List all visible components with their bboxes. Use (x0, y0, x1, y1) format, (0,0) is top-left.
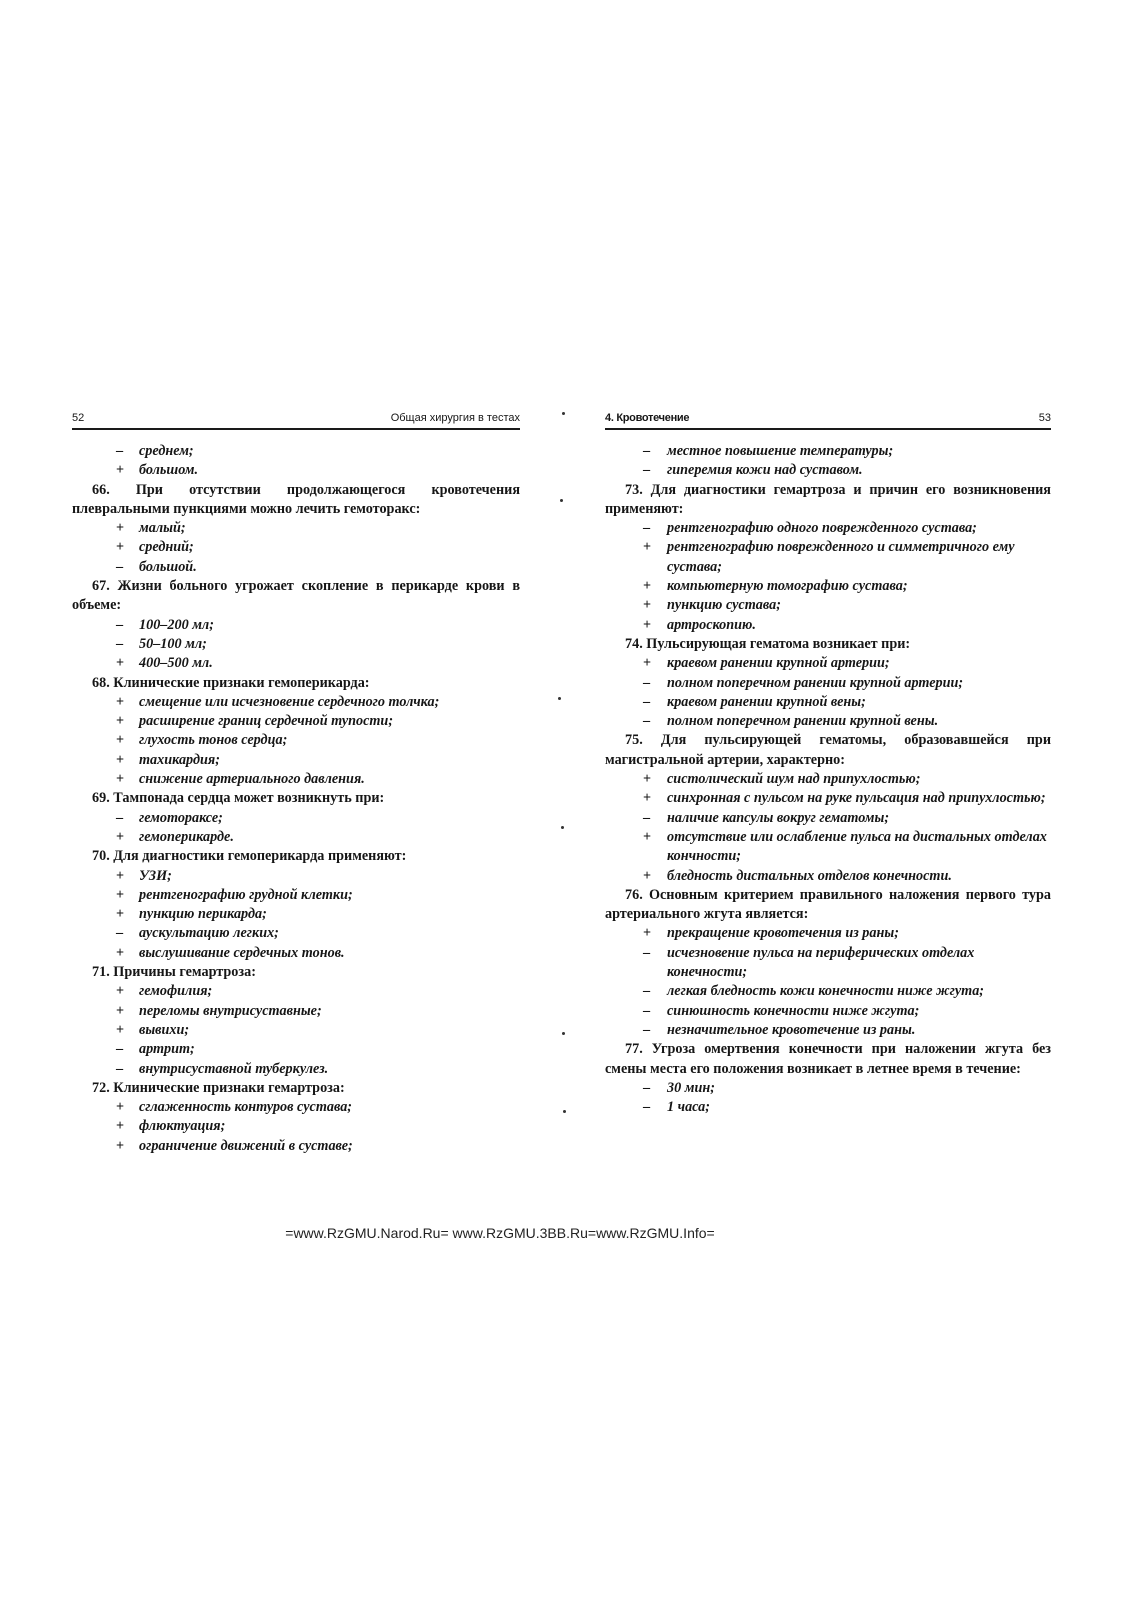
answer-sign: – (116, 558, 124, 575)
scan-speck (563, 1110, 566, 1113)
answer-text: синхронная с пульсом на руке пульсация над припухлостью; (667, 790, 1046, 807)
answer-option (72, 635, 520, 654)
question-text: 73. Для диагностики гемартроза и причин его возникновения применяют: (605, 481, 1051, 517)
page-number: 53 (1038, 412, 1051, 424)
answer-sign: + (116, 751, 125, 768)
answer-option (72, 731, 520, 750)
answer-option (605, 577, 1051, 596)
answer-sign: + (116, 867, 125, 884)
answer-sign: – (643, 1079, 651, 1096)
answer-sign: – (643, 983, 651, 1000)
left-page-text (72, 442, 520, 1156)
answer-sign: – (643, 462, 651, 479)
left-page (72, 410, 520, 1156)
answer-option (72, 905, 520, 924)
answer-text: переломы внутрисуставные; (139, 1002, 322, 1019)
answer-text: средний; (139, 539, 194, 556)
scan-speck (558, 697, 561, 700)
answer-sign: – (643, 1021, 651, 1038)
question-text: 66. При отсутствии продолжающегося кровотечения плевральными пункциями можно лечить гемоторакс: (72, 481, 520, 517)
answer-option (72, 538, 520, 557)
answer-sign: + (116, 462, 125, 479)
answer-sign: + (643, 539, 652, 556)
answer-option (605, 674, 1051, 693)
running-title: 4. Кровотечение (605, 412, 690, 424)
answer-option (72, 712, 520, 731)
answer-sign: – (643, 944, 651, 961)
answer-option (605, 712, 1051, 731)
answer-option (605, 1021, 1051, 1040)
answer-text: отсутствие или ослабление пульса на дистальных отделах кончности; (667, 828, 1047, 865)
answer-text: большом. (139, 462, 199, 479)
answer-text: пункцию перикарда; (139, 906, 267, 923)
question-text: 68. Клинические признаки гемоперикарда: (92, 674, 370, 691)
answer-option (605, 789, 1051, 808)
answer-text: ограничение движений в суставе; (139, 1137, 353, 1154)
answer-sign: + (116, 1118, 125, 1135)
answer-option (72, 461, 520, 480)
answer-text: вывихи; (139, 1021, 190, 1038)
answer-sign: + (116, 1002, 125, 1019)
answer-text: аускультацию легких; (139, 925, 279, 942)
answer-option (605, 519, 1051, 538)
answer-option (72, 770, 520, 789)
question-text: 69. Тампонада сердца может возникнуть при: (92, 790, 385, 807)
answer-sign: + (643, 616, 652, 633)
answer-text: сглаженность контуров сустава; (139, 1099, 353, 1116)
answer-option (605, 461, 1051, 480)
answer-option (605, 538, 1051, 577)
answer-text: пункцию сустава; (667, 597, 781, 614)
answer-sign: – (643, 443, 651, 459)
answer-option (72, 1040, 520, 1059)
answer-option (605, 924, 1051, 943)
answer-sign: – (643, 520, 651, 537)
answer-sign: + (116, 693, 125, 710)
answer-text: 1 часа; (667, 1099, 710, 1116)
answer-text: флюктуация; (139, 1118, 226, 1135)
answer-text: 30 мин; (667, 1079, 715, 1096)
answer-text: расширение границ сердечной тупости; (139, 713, 394, 730)
answer-option (72, 867, 520, 886)
answer-text: внутрисуставной туберкулез. (139, 1060, 329, 1077)
answer-sign: + (116, 539, 125, 556)
answer-sign: – (643, 693, 651, 710)
answer-sign: + (116, 1021, 125, 1038)
answer-sign: + (643, 790, 652, 807)
answer-option (72, 924, 520, 943)
question-text: 70. Для диагностики гемоперикарда применяют: (92, 848, 407, 865)
scan-speck (562, 412, 565, 415)
answer-sign: + (643, 578, 652, 595)
question-text: 74. Пульсирующая гематома возникает при: (625, 635, 911, 652)
answer-sign: + (116, 1137, 125, 1154)
answer-sign: + (116, 886, 125, 903)
answer-sign: – (643, 809, 651, 826)
running-title: Общая хирургия в тестах (390, 412, 520, 424)
answer-option (605, 982, 1051, 1001)
answer-text: прекращение кровотечения из раны; (667, 925, 899, 942)
answer-sign: + (643, 597, 652, 614)
answer-option (72, 886, 520, 905)
answer-option (605, 867, 1051, 886)
answer-sign: – (116, 1041, 124, 1058)
answer-option (605, 944, 1051, 983)
footer-url-line: =www.RzGMU.Narod.Ru= www.RzGMU.3BB.Ru=www.RzGMU.Info= (285, 1225, 715, 1241)
answer-option (605, 442, 1051, 461)
answer-text: незначительное кровотечение из раны. (667, 1021, 916, 1038)
question-text: 76. Основным критерием правильного наложения первого тура артериального жгута является: (605, 886, 1051, 923)
answer-text: полном поперечном ранении крупной артерии; (667, 674, 964, 691)
answer-text: УЗИ; (139, 867, 172, 884)
scan-speck (560, 499, 563, 502)
answer-sign: – (116, 616, 124, 633)
answer-text: малый; (139, 520, 186, 537)
answer-option (605, 596, 1051, 615)
answer-text: гиперемия кожи над суставом. (667, 462, 863, 479)
answer-text: артрит; (139, 1041, 195, 1058)
answer-option (72, 519, 520, 538)
answer-text: бледность дистальных отделов конечности. (667, 867, 952, 884)
answer-option (72, 751, 520, 770)
answer-text: наличие капсулы вокруг гематомы; (667, 809, 890, 826)
answer-option (605, 828, 1051, 867)
answer-text: тахикардия; (139, 751, 220, 768)
answer-sign: – (643, 1099, 651, 1116)
answer-option (605, 616, 1051, 635)
answer-sign: – (116, 635, 124, 652)
answer-text: снижение артериального давления. (139, 771, 365, 788)
answer-sign: + (116, 944, 125, 961)
answer-text: большой. (139, 558, 197, 575)
answer-sign: + (643, 655, 652, 672)
answer-sign: – (643, 1002, 651, 1019)
answer-text: рентгенографию поврежденного и симметричного ему сустава; (667, 539, 1015, 575)
answer-option (605, 770, 1051, 789)
answer-option (605, 1079, 1051, 1098)
answer-sign: + (116, 1099, 125, 1116)
answer-text: систолический шум над припухлостью; (667, 771, 921, 788)
answer-sign: + (116, 906, 125, 923)
scan-speck (562, 1032, 565, 1035)
question-text: 67. Жизни больного угрожает скопление в перикарде крови в объеме: (72, 578, 520, 614)
answer-text: рентгенографию грудной клетки; (139, 886, 353, 903)
answer-sign: + (643, 867, 652, 884)
answer-text: выслушивание сердечных тонов. (139, 944, 345, 961)
answer-sign: + (116, 983, 125, 1000)
answer-sign: + (116, 771, 125, 788)
answer-option (72, 1060, 520, 1079)
right-page (605, 410, 1051, 1117)
answer-text: смещение или исчезновение сердечного толчка; (139, 693, 440, 710)
answer-sign: + (116, 713, 125, 730)
answer-option (605, 1002, 1051, 1021)
answer-sign: + (116, 828, 125, 845)
answer-option (72, 1021, 520, 1040)
answer-text: гемотораксе; (139, 809, 223, 826)
answer-option (72, 809, 520, 828)
answer-text: местное повышение температуры; (667, 443, 894, 459)
answer-text: легкая бледность кожи конечности ниже жгута; (667, 983, 985, 1000)
right-page-text (605, 442, 1051, 1117)
answer-option (72, 944, 520, 963)
answer-option (72, 1117, 520, 1136)
answer-sign: + (643, 771, 652, 788)
answer-text: краевом ранении крупной артерии; (667, 655, 890, 672)
answer-option (605, 809, 1051, 828)
answer-text: рентгенографию одного поврежденного сустава; (667, 520, 977, 537)
answer-option (605, 654, 1051, 673)
question-text: 75. Для пульсирующей гематомы, образовавшейся при магистральной артерии, характерно: (605, 732, 1051, 768)
answer-option (72, 442, 520, 461)
answer-option (72, 982, 520, 1001)
answer-option (72, 616, 520, 635)
answer-option (72, 693, 520, 712)
answer-option (72, 1002, 520, 1021)
answer-option (72, 1137, 520, 1156)
question-text: 72. Клинические признаки гемартроза: (92, 1079, 345, 1096)
answer-text: 100–200 мл; (139, 616, 214, 633)
answer-sign: + (116, 520, 125, 537)
scan-speck (561, 826, 564, 829)
left-page-header (72, 410, 520, 430)
answer-text: среднем; (139, 443, 194, 459)
answer-option (605, 1098, 1051, 1117)
answer-text: полном поперечном ранении крупной вены. (667, 713, 939, 730)
page-number: 52 (72, 412, 85, 424)
answer-sign: + (116, 732, 125, 749)
answer-sign: – (643, 674, 651, 691)
answer-text: синюшность конечности ниже жгута; (667, 1002, 920, 1019)
answer-sign: – (116, 443, 124, 459)
answer-sign: – (116, 1060, 124, 1077)
answer-sign: – (116, 925, 124, 942)
answer-option (72, 828, 520, 847)
answer-sign: + (116, 655, 125, 672)
answer-text: 400–500 мл. (139, 655, 213, 672)
answer-text: 50–100 мл; (139, 635, 207, 652)
answer-option (605, 693, 1051, 712)
answer-sign: + (643, 828, 652, 845)
answer-sign: – (643, 713, 651, 730)
right-page-header (605, 410, 1051, 430)
answer-text: исчезновение пульса на периферических отделах конечности; (667, 944, 975, 981)
answer-text: гемофилия; (139, 983, 213, 1000)
answer-text: артроскопию. (667, 616, 756, 633)
answer-sign: + (643, 925, 652, 942)
answer-text: глухость тонов сердца; (139, 732, 288, 749)
answer-option (72, 558, 520, 577)
question-text: 77. Угроза омертвения конечности при наложении жгута без смены места его положения возникает в летнее время в течение: (605, 1041, 1051, 1077)
answer-text: компьютерную томографию сустава; (667, 578, 908, 595)
answer-text: гемоперикарде. (139, 828, 234, 845)
answer-option (72, 654, 520, 673)
answer-text: краевом ранении крупной вены; (667, 693, 866, 710)
answer-option (72, 1098, 520, 1117)
question-text: 71. Причины гемартроза: (92, 964, 256, 981)
answer-sign: – (116, 809, 124, 826)
